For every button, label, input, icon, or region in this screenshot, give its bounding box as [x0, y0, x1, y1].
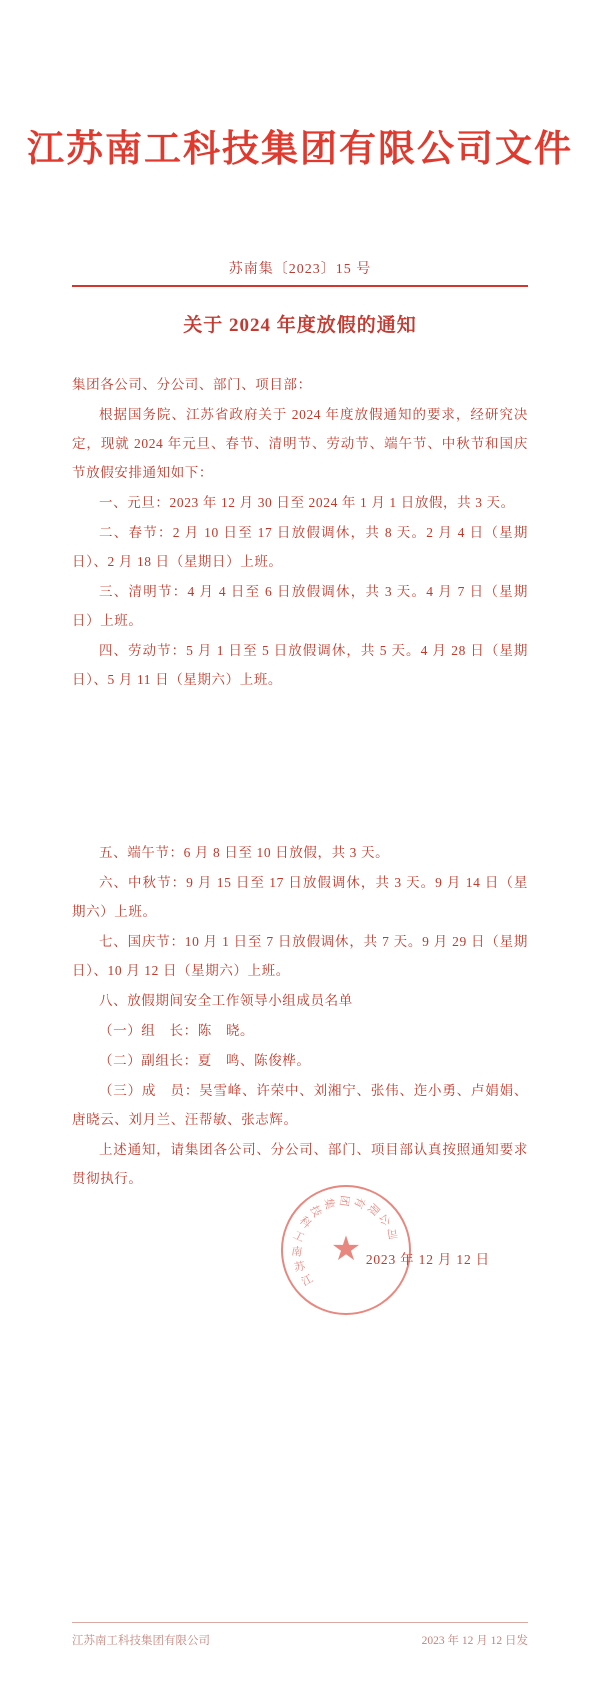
paragraph-item-5: 五、端午节：6 月 8 日至 10 日放假，共 3 天。 [99, 845, 390, 860]
footer-divider [72, 1622, 528, 1623]
document-footer [72, 1632, 528, 1648]
paragraph-closing: 上述通知，请集团各公司、分公司、部门、项目部认真按照通知要求贯彻执行。 [72, 1142, 528, 1186]
signature-date: 2023 年 12 月 12 日 [365, 1252, 490, 1267]
seal-ring-text: 江 苏 南 工 科 技 集 团 有 限 公 司 [290, 1194, 399, 1289]
paragraph-item-3: 三、清明节：4 月 4 日至 6 日放假调休，共 3 天。4 月 7 日（星期日）上班。 [72, 584, 528, 628]
paragraph-item-7: 七、国庆节：10 月 1 日至 7 日放假调休，共 7 天。9 月 29 日（星期日）、10 月 12 日（星期六）上班。 [72, 934, 528, 978]
footer-company: 江苏南工科技集团有限公司 [72, 1635, 210, 1647]
page-title: 江苏南工科技集团有限公司文件 [27, 129, 573, 170]
paragraph-group-leader: （一）组 长：陈 晓。 [99, 1023, 255, 1038]
paragraph-item-2: 二、春节：2 月 10 日至 17 日放假调休，共 8 天。2 月 4 日（星期日）、2 月 18 日（星期日）上班。 [72, 525, 528, 569]
document-number: 苏南集〔2023〕15 号 [228, 262, 372, 277]
footer-issue-date: 2023 年 12 月 12 日发 [421, 1635, 528, 1647]
header-divider [72, 285, 528, 287]
paragraph-intro: 根据国务院、江苏省政府关于 2024 年度放假通知的要求，经研究决定，现就 2024 年元旦、春节、清明节、劳动节、端午节、中秋节和国庆节放假安排通知如下： [72, 407, 528, 480]
document-sheet-1 [0, 0, 600, 790]
seal-star-icon: ★ [330, 1231, 362, 1268]
paragraph-item-6: 六、中秋节：9 月 15 日至 17 日放假调休，共 3 天。9 月 14 日（星期六）上班。 [72, 875, 528, 919]
paragraph-item-1: 一、元旦：2023 年 12 月 30 日至 2024 年 1 月 1 日放假，共 3 天。 [99, 495, 515, 510]
document-subject: 关于 2024 年度放假的通知 [183, 315, 417, 336]
paragraph-item-8: 八、放假期间安全工作领导小组成员名单 [99, 993, 353, 1008]
paragraph-item-4: 四、劳动节：5 月 1 日至 5 日放假调休，共 5 天。4 月 28 日（星期日）、5 月 11 日（星期六）上班。 [72, 643, 528, 687]
paragraph-members: （三）成 员：吴雪峰、许荣中、刘湘宁、张伟、迮小勇、卢娟娟、唐晓云、刘月兰、汪帮敏、张志辉。 [72, 1083, 528, 1127]
body-page-2 [72, 838, 528, 1194]
paragraph-salutation: 集团各公司、分公司、部门、项目部： [72, 377, 312, 392]
body-page-1 [72, 370, 528, 695]
paragraph-deputy-leader: （二）副组长：夏 鸣、陈俊桦。 [99, 1053, 311, 1068]
